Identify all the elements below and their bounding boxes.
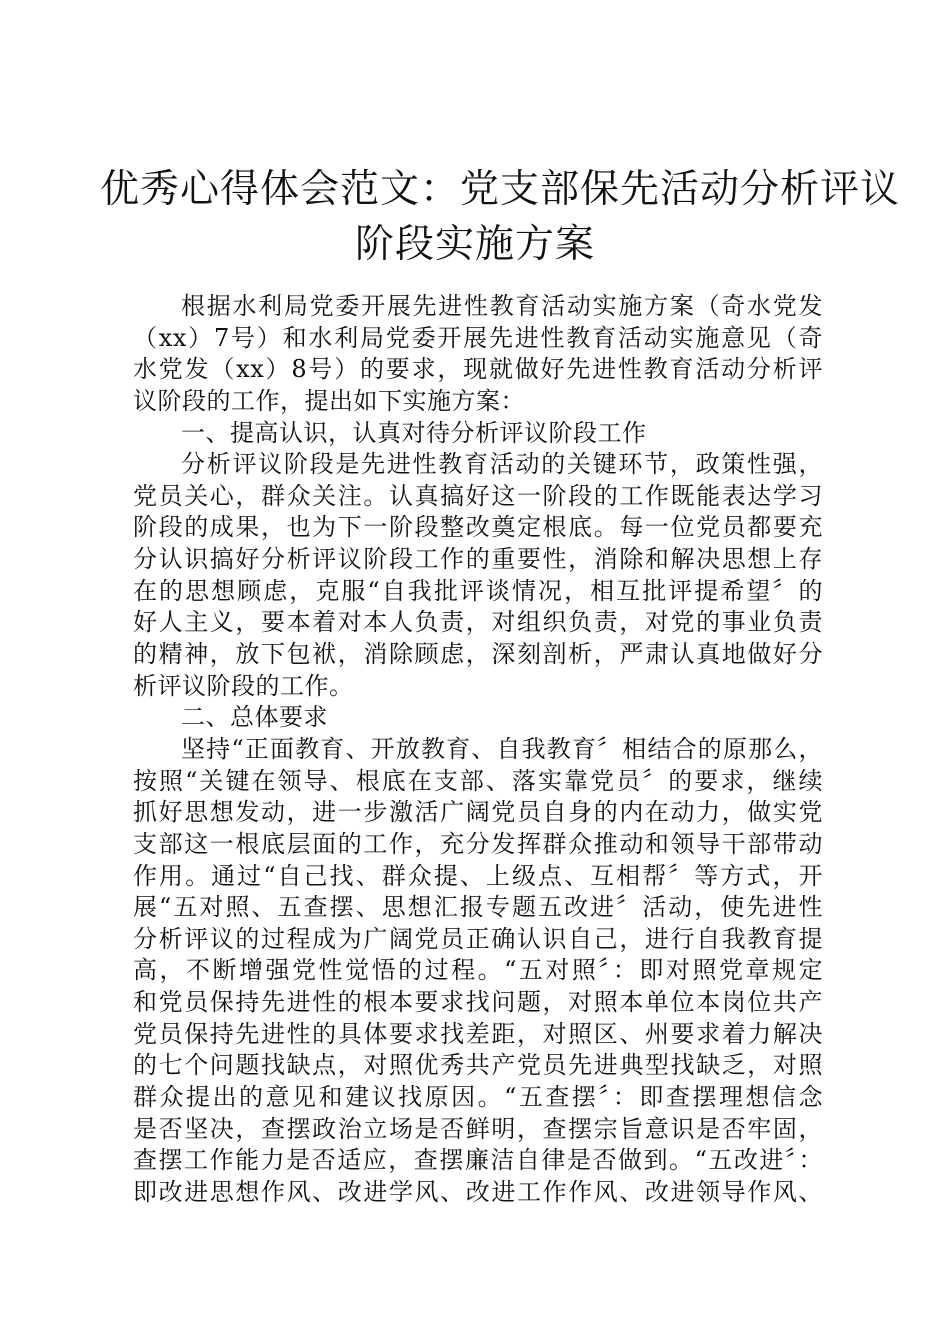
- paragraph-section1-line: 分认识搞好分析评议阶段工作的重要性，消除和解决思想上存: [133, 545, 823, 574]
- paragraph-section2-line: 查摆工作能力是否适应，查摆廉洁自律是否做到。“五改进〞：: [133, 1146, 823, 1175]
- paragraph-section1-line: 分析评议阶段是先进性教育活动的关键环节，政策性强，: [181, 450, 823, 479]
- paragraph-section2-line: 的七个问题找缺点，对照优秀共产党员先进典型找缺乏，对照: [133, 1051, 823, 1080]
- paragraph-section2-line: 高，不断增强党性觉悟的过程。“五对照〞：即对照党章规定: [133, 956, 823, 985]
- paragraph-section2-line: 作用。通过“自己找、群众提、上级点、互相帮〞等方式，开: [133, 861, 823, 890]
- paragraph-section1-line: 阶段的成果，也为下一阶段整改奠定根底。每一位党员都要充: [133, 513, 823, 542]
- paragraph-section2-line: 支部这一根底层面的工作，充分发挥群众推动和领导干部带动: [133, 829, 823, 858]
- paragraph-section2-line: 和党员保持先进性的根本要求找问题，对照本单位本岗位共产: [133, 988, 823, 1017]
- paragraph-section2-line: 坚持“正面教育、开放教育、自我教育〞相结合的原那么，: [181, 734, 823, 763]
- document-body: [133, 291, 823, 1209]
- document-title-line-2: 阶段实施方案: [354, 222, 595, 267]
- paragraph-section2-line: 群众提出的意见和建议找原因。“五查摆〞：即查摆理想信念: [133, 1083, 823, 1112]
- section-heading-1: 一、提高认识，认真对待分析评议阶段工作: [181, 418, 647, 447]
- paragraph-section1-line: 好人主义，要本着对本人负责，对组织负责，对党的事业负责: [133, 608, 823, 637]
- paragraph-section2-line: 即改进思想作风、改进学风、改进工作作风、改进领导作风、: [133, 1177, 823, 1206]
- paragraph-section2-line: 展“五对照、五查摆、思想汇报专题五改进〞活动，使先进性: [133, 893, 823, 922]
- paragraph-section1-line: 党员关心，群众关注。认真搞好这一阶段的工作既能表达学习: [133, 481, 823, 510]
- paragraph-section2-line: 抓好思想发动，进一步激活广阔党员自身的内在动力，做实党: [133, 798, 823, 827]
- section-heading-2: 二、总体要求: [181, 703, 328, 732]
- paragraph-section2-line: 是否坚决，查摆政治立场是否鲜明，查摆宗旨意识是否牢固，: [133, 1114, 823, 1143]
- paragraph-section2-line: 按照“关键在领导、根底在支部、落实靠党员〞的要求，继续: [133, 766, 823, 795]
- paragraph-section1-line: 的精神，放下包袱，消除顾虑，深刻剖析，严肃认真地做好分: [133, 640, 823, 669]
- paragraph-intro-line: 议阶段的工作，提出如下实施方案：: [133, 386, 525, 415]
- paragraph-section2-line: 分析评议的过程成为广阔党员正确认识自己，进行自我教育提: [133, 924, 823, 953]
- paragraph-intro-line: （xx）7号）和水利局党委开展先进性教育活动实施意见（奇: [133, 323, 823, 352]
- paragraph-section1-line: 析评议阶段的工作。: [133, 671, 354, 700]
- document-title-line-1: 优秀心得体会范文：党支部保先活动分析评议: [100, 167, 901, 212]
- paragraph-section2-line: 党员保持先进性的具体要求找差距，对照区、州要求着力解决: [133, 1019, 823, 1048]
- paragraph-intro-line: 根据水利局党委开展先进性教育活动实施方案（奇水党发: [181, 292, 823, 320]
- paragraph-intro-line: 水党发（xx）8号）的要求，现就做好先进性教育活动分析评: [133, 355, 823, 384]
- paragraph-section1-line: 在的思想顾虑，克服“自我批评谈情况，相互批评提希望〞的: [133, 576, 823, 605]
